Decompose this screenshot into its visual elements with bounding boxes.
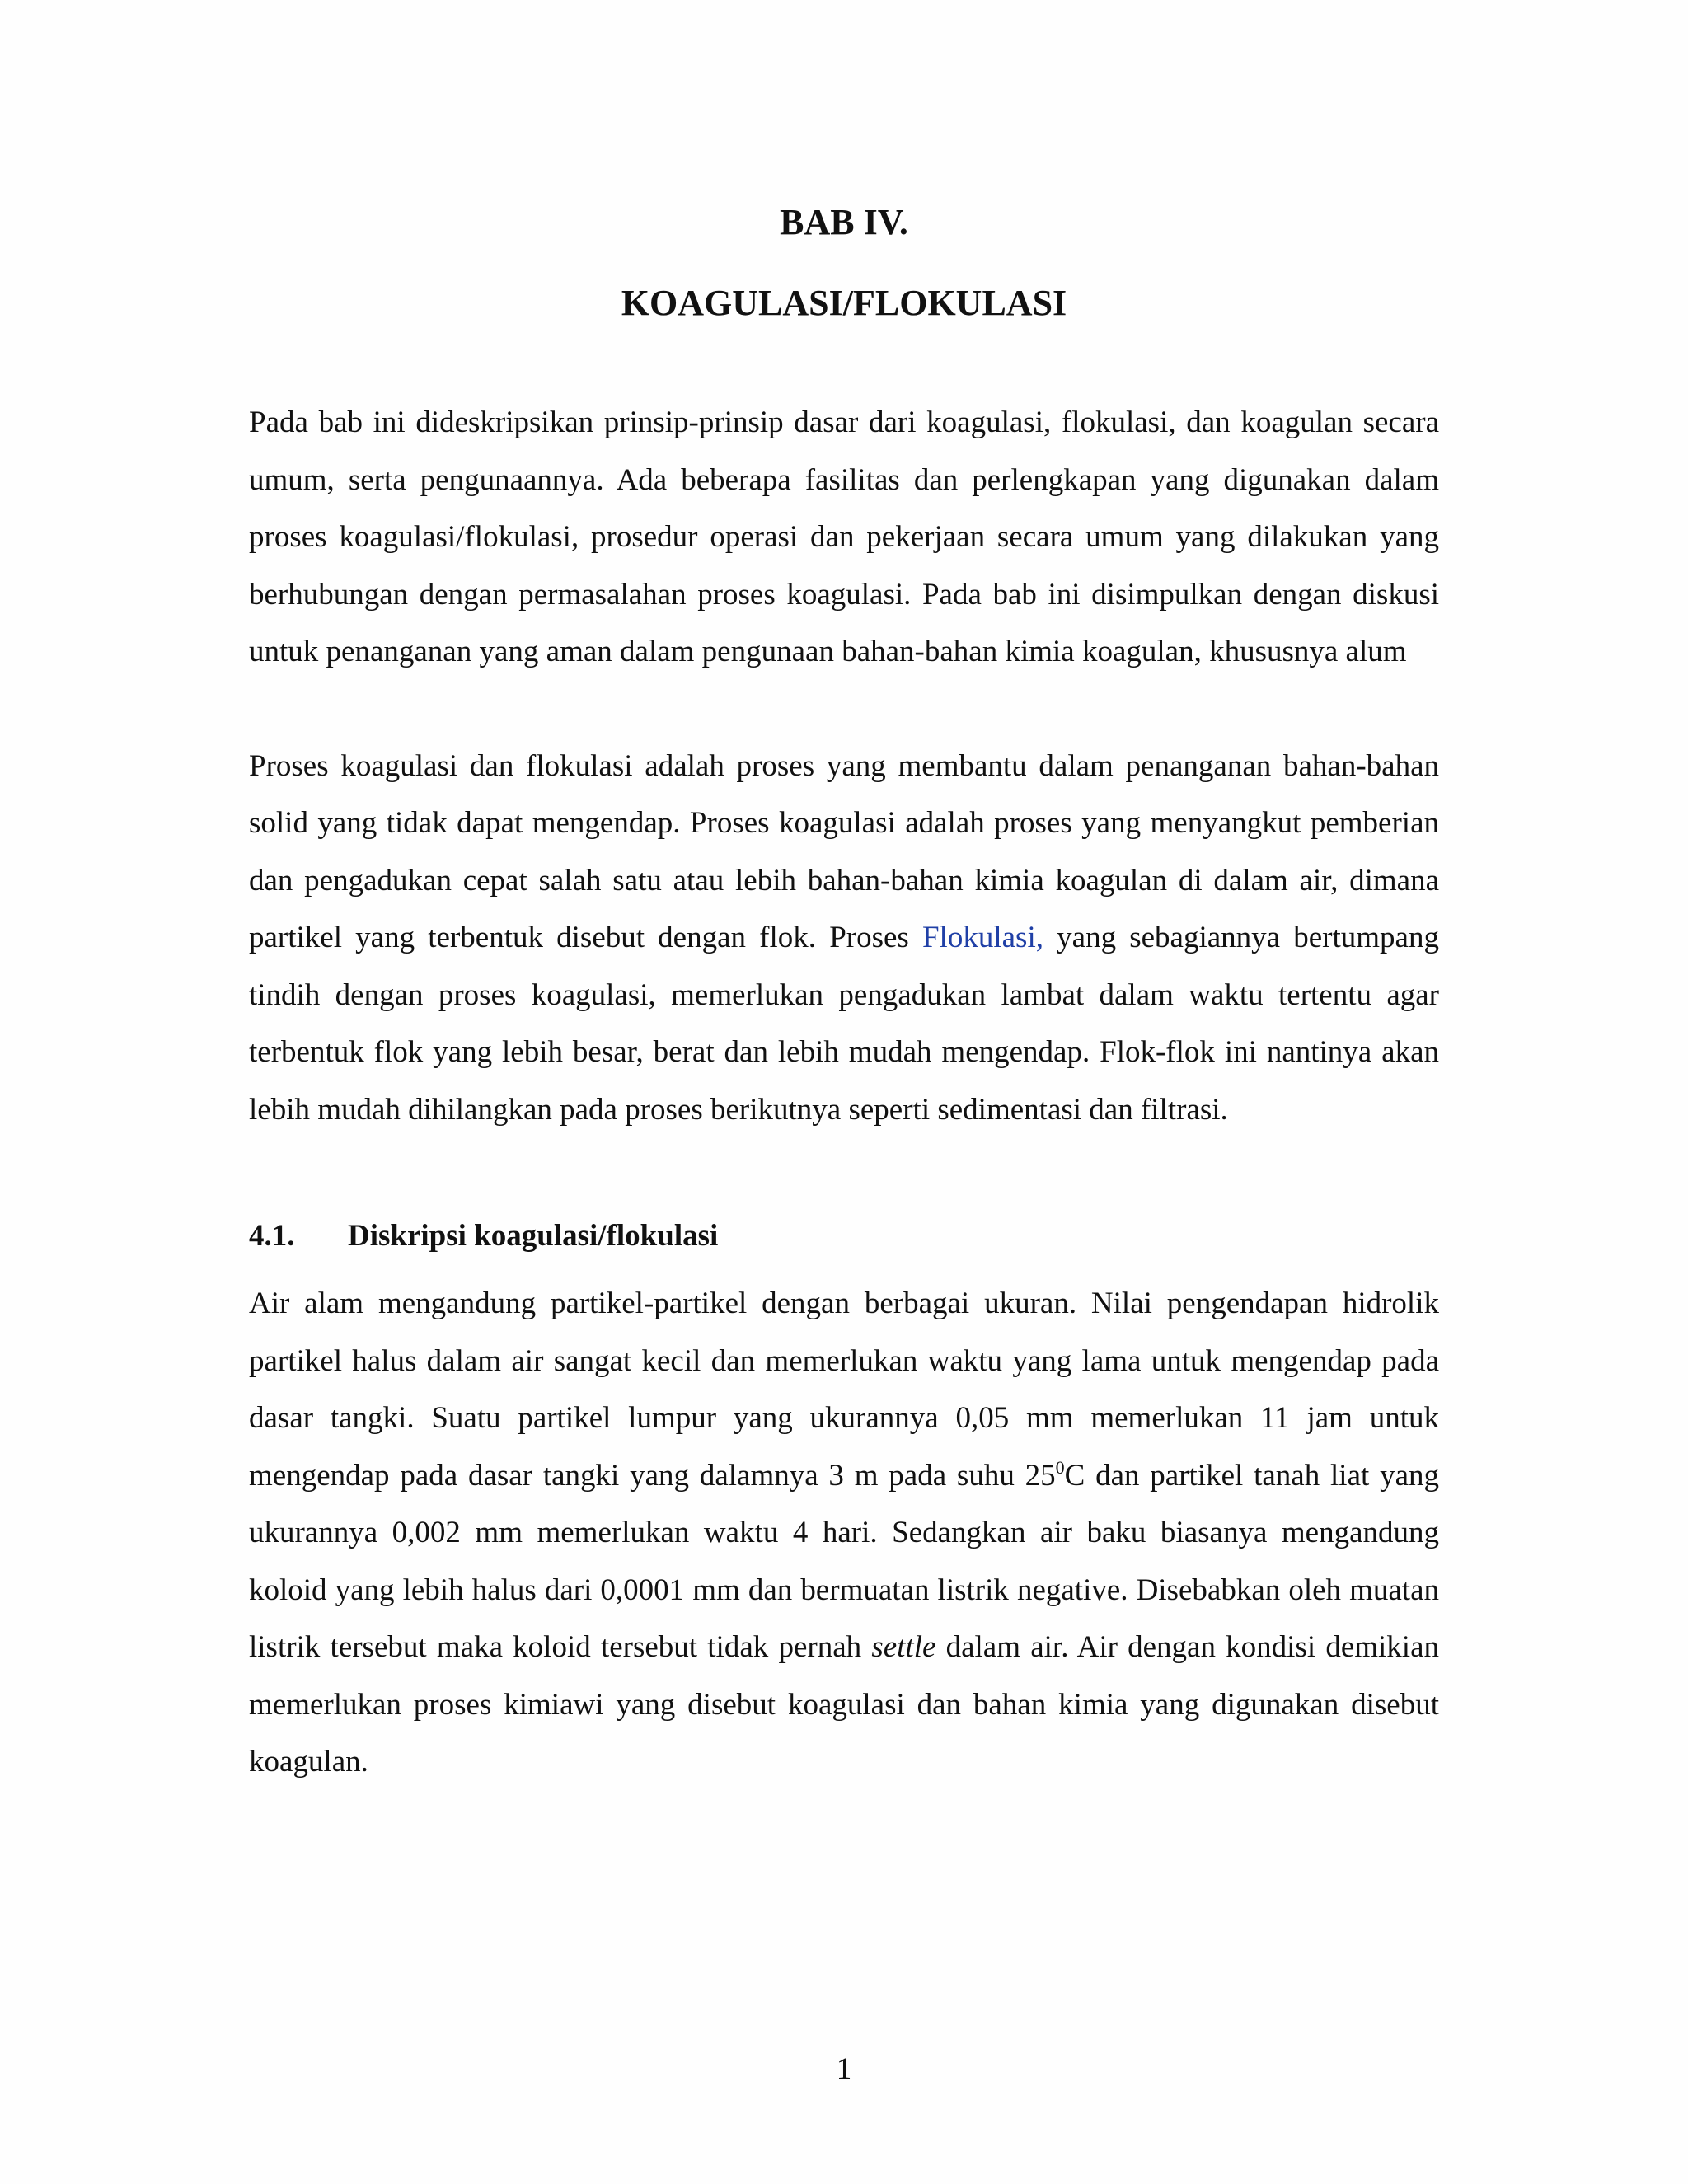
process-paragraph-text-end: yang sebagiannya bertumpang tindih dengan proses koagulasi, memerlukan pengadukan lambat dalam waktu tertentu agar terbentuk flok yang lebih besar, berat dan lebih mudah mengendap. Flok-flok ini nantinya akan lebih mudah dihilangkan pada proses berikutnya seperti sedimentasi dan filtrasi.	[249, 921, 1439, 1127]
section-title: Diskripsi koagulasi/flokulasi	[348, 1219, 719, 1253]
chapter-title: KOAGULASI/FLOKULASI	[621, 283, 1067, 323]
process-paragraph-text-start: Proses koagulasi dan flokulasi adalah proses yang membantu dalam penanganan bahan-bahan solid yang tidak dapat mengendap. Proses koagulasi adalah proses yang menyangkut pemberian dan pengadukan cepat salah satu atau lebih bahan-bahan kimia koagulan di dalam air, dimana partikel yang terbentuk disebut dengan flok. Proses	[249, 748, 1439, 954]
chapter-label: BAB IV.	[780, 202, 908, 242]
flokulasi-link[interactable]: Flokulasi,	[921, 921, 1043, 954]
section-paragraph-part-3: dalam air. Air dengan kondisi demikian memerlukan proses kimiawi yang disebut koagulasi dan bahan kimia yang digunakan disebut koagulan.	[249, 1630, 1439, 1779]
section-paragraph	[249, 1275, 1439, 1791]
section-heading	[249, 1216, 1439, 1257]
degree-superscript: 0	[1055, 1456, 1065, 1478]
section-number: 4.1.	[249, 1219, 295, 1253]
italic-term: settle	[871, 1630, 936, 1664]
section-paragraph-part-1: Air alam mengandung partikel-partikel dengan berbagai ukuran. Nilai pengendapan hidrolik partikel halus dalam air sangat kecil dan memerlukan waktu yang lama untuk mengendap pada dasar tangki. Suatu partikel lumpur yang ukurannya 0,05 mm memerlukan 11 jam untuk mengendap pada dasar tangki yang dalamnya 3 m pada suhu 25	[249, 1286, 1439, 1493]
intro-paragraph: Pada bab ini dideskripsikan prinsip-prinsip dasar dari koagulasi, flokulasi, dan koagulan secara umum, serta pengunaannya. Ada beberapa fasilitas dan perlengkapan yang digunakan dalam proses koagulasi/flokulasi, prosedur operasi dan pekerjaan secara umum yang dilakukan yang berhubungan dengan permasalahan proses koagulasi. Pada bab ini disimpulkan dengan diskusi untuk penanganan yang aman dalam pengunaan bahan-bahan kimia koagulan, khususnya alum	[249, 405, 1439, 668]
page-content	[249, 198, 1439, 1791]
section-paragraph-part-2: C dan partikel tanah liat yang ukurannya 0,002 mm memerlukan waktu 4 hari. Sedangkan air baku biasanya mengandung koloid yang lebih halus dari 0,0001 mm dan bermuatan listrik negative. Disebabkan oleh muatan listrik tersebut maka koloid tersebut tidak pernah	[249, 1458, 1439, 1664]
process-paragraph	[249, 738, 1439, 1139]
page-number: 1	[836, 2052, 852, 2086]
